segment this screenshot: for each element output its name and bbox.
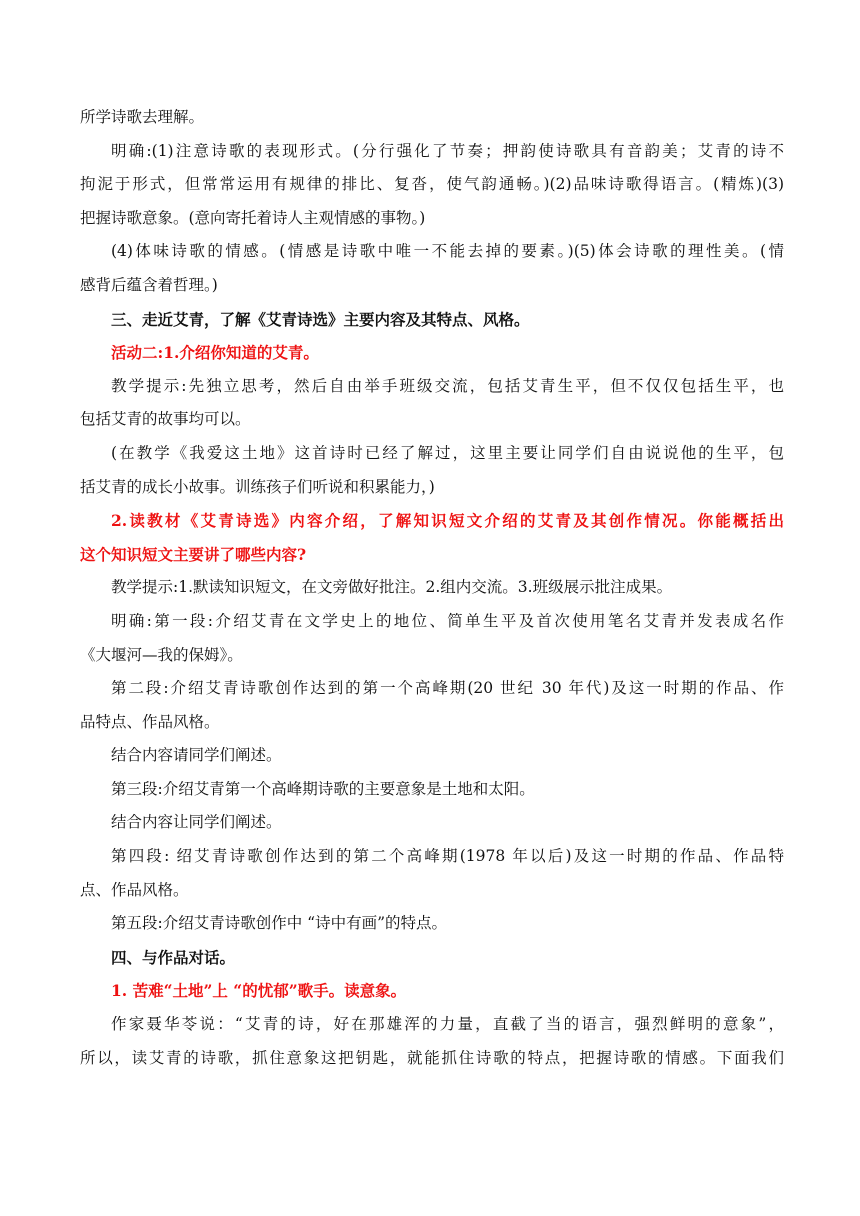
text-line: 第四段: 绍艾青诗歌创作达到的第二个高峰期(1978 年以后)及这一时期的作品、作品特	[111, 847, 784, 866]
text-line: 第二段:介绍艾青诗歌创作达到的第一个高峰期(20 世纪 30 年代)及这一时期的作品、作	[111, 679, 784, 698]
document-body	[80, 101, 784, 1075]
section-heading: 三、走近艾青，了解《艾青诗选》主要内容及其特点、风格。	[111, 309, 530, 329]
text-line: 明确:第一段:介绍艾青在文学史上的地位、简单生平及首次使用笔名艾青并发表成名作	[111, 611, 784, 630]
text-line: (4)体味诗歌的情感。(情感是诗歌中唯一不能去掉的要素。)(5)体会诗歌的理性美。(情	[111, 242, 784, 261]
text-line: 明确:(1)注意诗歌的表现形式。(分行强化了节奏；押韵使诗歌具有音韵美；艾青的诗不	[111, 141, 784, 160]
activity-heading: 活动二:1.介绍你知道的艾青。	[111, 343, 319, 363]
text-line: 所学诗歌去理解。	[80, 108, 205, 126]
text-line: 教学提示:1.默读知识短文，在文旁做好批注。2.组内交流。3.班级展示批注成果。	[111, 578, 673, 597]
text-line: (在教学《我爱这土地》这首诗时已经了解过，这里主要让同学们自由说说他的生平，包	[111, 443, 784, 462]
text-line: 把握诗歌意象。(意向寄托着诗人主观情感的事物。)	[80, 208, 426, 227]
activity-question: 这个知识短文主要讲了哪些内容?	[80, 544, 307, 564]
activity-heading: 1. 苦难“土地”上 “的忧郁”歌手。读意象。	[111, 981, 407, 1001]
section-heading: 四、与作品对话。	[111, 947, 236, 967]
text-line: 教学提示:先独立思考，然后自由举手班级交流，包括艾青生平，但不仅仅包括生平，也	[111, 376, 784, 395]
text-line: 作家聂华苓说：“艾青的诗，好在那雄浑的力量，直截了当的语言，强烈鲜明的意象”，	[111, 1015, 784, 1034]
text-line: 结合内容请同学们阐述。	[111, 746, 282, 765]
text-line: 括艾青的成长小故事。训练孩子们听说和积累能力，)	[80, 477, 435, 496]
text-line: 品特点、作品风格。	[80, 712, 220, 731]
text-line: 拘泥于形式，但常常运用有规律的排比、复沓，使气韵通畅。)(2)品味诗歌得语言。(精炼)(3)	[80, 175, 784, 194]
text-line: 点、作品风格。	[80, 880, 189, 899]
text-line: 结合内容让同学们阐述。	[111, 813, 282, 832]
text-line: 所以，读艾青的诗歌，抓住意象这把钥匙，就能抓住诗歌的特点，把握诗歌的情感。下面我们	[80, 1048, 784, 1067]
text-line: 感背后蕴含着哲理。)	[80, 275, 218, 294]
text-line: 第三段:介绍艾青第一个高峰期诗歌的主要意象是土地和太阳。	[111, 779, 535, 798]
text-line: 《大堰河—我的保姆》。	[80, 645, 243, 664]
activity-question: 2.读教材《艾青诗选》内容介绍，了解知识短文介绍的艾青及其创作情况。你能概括出	[111, 511, 784, 531]
text-line: 包括艾青的故事均可以。	[80, 410, 251, 429]
text-line: 第五段:介绍艾青诗歌创作中 “诗中有画”的特点。	[111, 914, 447, 933]
